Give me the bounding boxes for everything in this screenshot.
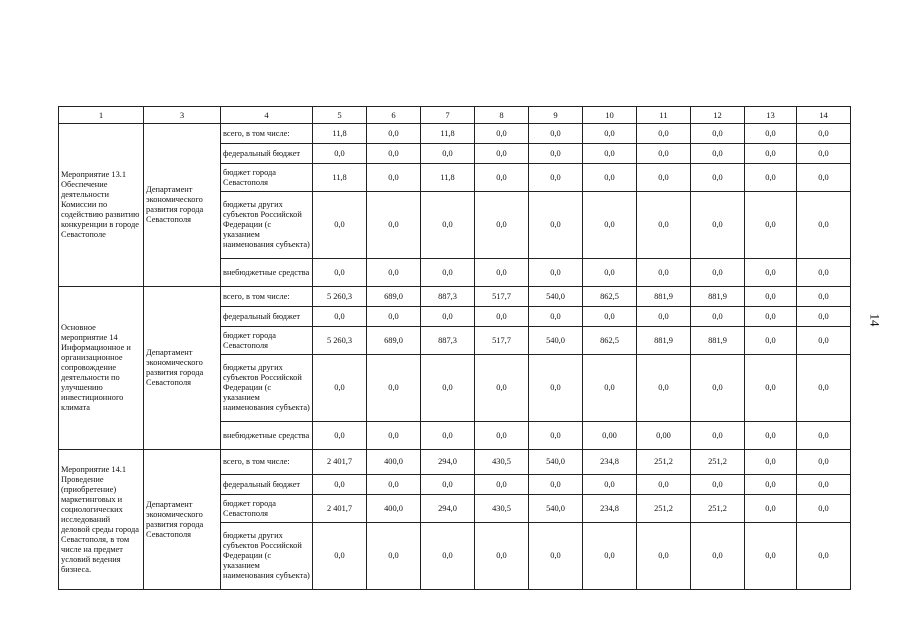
event-name-cell: Мероприятие 13.1 Обеспечение деятельности Комиссии по содействию развитию конкуренции в городе Севастополе	[59, 124, 144, 287]
value-cell: 540,0	[529, 287, 583, 307]
value-cell: 294,0	[421, 450, 475, 475]
value-cell: 689,0	[367, 327, 421, 355]
value-cell: 0,0	[797, 475, 851, 495]
value-cell: 400,0	[367, 450, 421, 475]
value-cell: 0,0	[797, 495, 851, 523]
value-cell: 0,0	[691, 355, 745, 422]
value-cell: 0,0	[691, 422, 745, 450]
value-cell: 0,0	[637, 523, 691, 590]
value-cell: 0,0	[797, 192, 851, 259]
value-cell: 0,0	[367, 523, 421, 590]
value-cell: 0,0	[583, 523, 637, 590]
value-cell: 0,0	[367, 475, 421, 495]
header-cell: 11	[637, 107, 691, 124]
value-cell: 0,0	[529, 192, 583, 259]
value-cell: 0,0	[637, 144, 691, 164]
value-cell: 0,0	[529, 355, 583, 422]
value-cell: 0,0	[529, 475, 583, 495]
value-cell: 517,7	[475, 287, 529, 307]
value-cell: 689,0	[367, 287, 421, 307]
value-cell: 0,0	[529, 164, 583, 192]
value-cell: 0,0	[745, 422, 797, 450]
value-cell: 0,0	[367, 164, 421, 192]
value-cell: 881,9	[691, 287, 745, 307]
department-cell: Департамент экономического развития города Севастополя	[144, 450, 221, 590]
value-cell: 0,0	[745, 192, 797, 259]
value-cell: 0,0	[421, 259, 475, 287]
value-cell: 0,0	[745, 307, 797, 327]
value-cell: 0,0	[745, 495, 797, 523]
value-cell: 0,0	[797, 307, 851, 327]
value-cell: 862,5	[583, 287, 637, 307]
value-cell: 11,8	[313, 124, 367, 144]
value-cell: 0,0	[691, 144, 745, 164]
value-cell: 0,0	[421, 307, 475, 327]
funding-source-cell: бюджет города Севастополя	[221, 164, 313, 192]
value-cell: 0,0	[583, 259, 637, 287]
value-cell: 0,0	[529, 523, 583, 590]
value-cell: 0,0	[583, 192, 637, 259]
value-cell: 862,5	[583, 327, 637, 355]
value-cell: 0,0	[421, 422, 475, 450]
value-cell: 540,0	[529, 495, 583, 523]
value-cell: 0,0	[583, 307, 637, 327]
event-name-cell: Мероприятие 14.1 Проведение (приобретение) маркетинговых и социологических исследований деловой среды города Севастополя, в том числе на предмет условий ведения бизнеса.	[59, 450, 144, 590]
department-cell: Департамент экономического развития города Севастополя	[144, 287, 221, 450]
value-cell: 0,0	[583, 355, 637, 422]
value-cell: 0,00	[583, 422, 637, 450]
value-cell: 0,0	[529, 422, 583, 450]
value-cell: 0,0	[475, 144, 529, 164]
value-cell: 0,0	[529, 124, 583, 144]
value-cell: 887,3	[421, 327, 475, 355]
value-cell: 0,0	[797, 450, 851, 475]
value-cell: 0,0	[475, 164, 529, 192]
value-cell: 0,0	[313, 192, 367, 259]
value-cell: 540,0	[529, 450, 583, 475]
value-cell: 234,8	[583, 450, 637, 475]
value-cell: 0,0	[745, 475, 797, 495]
header-cell: 3	[144, 107, 221, 124]
value-cell: 0,0	[313, 422, 367, 450]
value-cell: 0,0	[313, 523, 367, 590]
header-cell: 1	[59, 107, 144, 124]
value-cell: 0,0	[745, 144, 797, 164]
value-cell: 0,0	[583, 164, 637, 192]
value-cell: 0,0	[637, 475, 691, 495]
value-cell: 0,0	[691, 192, 745, 259]
funding-source-cell: бюджет города Севастополя	[221, 327, 313, 355]
value-cell: 0,0	[691, 523, 745, 590]
table-row	[59, 124, 851, 144]
value-cell: 0,0	[313, 144, 367, 164]
value-cell: 0,0	[691, 164, 745, 192]
value-cell: 0,0	[797, 355, 851, 422]
value-cell: 0,0	[529, 144, 583, 164]
funding-source-cell: федеральный бюджет	[221, 475, 313, 495]
value-cell: 0,0	[367, 422, 421, 450]
value-cell: 881,9	[637, 327, 691, 355]
value-cell: 11,8	[313, 164, 367, 192]
value-cell: 0,0	[583, 475, 637, 495]
event-name-cell: Основное мероприятие 14 Информационное и организационное сопровождение деятельности по улучшению инвестиционного климата	[59, 287, 144, 450]
value-cell: 0,0	[475, 124, 529, 144]
value-cell: 0,0	[745, 327, 797, 355]
header-row	[59, 107, 851, 124]
funding-source-cell: всего, в том числе:	[221, 124, 313, 144]
funding-source-cell: внебюджетные средства	[221, 422, 313, 450]
value-cell: 0,0	[745, 259, 797, 287]
value-cell: 2 401,7	[313, 495, 367, 523]
value-cell: 400,0	[367, 495, 421, 523]
table-row	[59, 450, 851, 475]
value-cell: 0,0	[475, 259, 529, 287]
value-cell: 251,2	[691, 450, 745, 475]
value-cell: 0,0	[637, 124, 691, 144]
value-cell: 0,0	[367, 144, 421, 164]
value-cell: 0,0	[797, 422, 851, 450]
department-cell: Департамент экономического развития города Севастополя	[144, 124, 221, 287]
header-cell: 14	[797, 107, 851, 124]
header-cell: 4	[221, 107, 313, 124]
value-cell: 0,0	[421, 355, 475, 422]
value-cell: 0,0	[529, 307, 583, 327]
value-cell: 0,0	[367, 355, 421, 422]
value-cell: 0,0	[637, 259, 691, 287]
funding-source-cell: всего, в том числе:	[221, 450, 313, 475]
table-row	[59, 287, 851, 307]
value-cell: 0,0	[475, 355, 529, 422]
value-cell: 430,5	[475, 450, 529, 475]
value-cell: 0,0	[745, 287, 797, 307]
value-cell: 881,9	[637, 287, 691, 307]
value-cell: 0,0	[475, 475, 529, 495]
value-cell: 0,0	[745, 523, 797, 590]
value-cell: 0,0	[367, 259, 421, 287]
value-cell: 0,0	[475, 192, 529, 259]
value-cell: 0,0	[313, 355, 367, 422]
funding-source-cell: бюджеты других субъектов Российской Федерации (с указанием наименования субъекта)	[221, 355, 313, 422]
value-cell: 0,0	[745, 355, 797, 422]
funding-source-cell: бюджет города Севастополя	[221, 495, 313, 523]
value-cell: 2 401,7	[313, 450, 367, 475]
value-cell: 0,0	[367, 192, 421, 259]
funding-source-cell: федеральный бюджет	[221, 144, 313, 164]
table-body	[59, 107, 851, 590]
value-cell: 0,0	[691, 124, 745, 144]
budget-table	[58, 106, 851, 590]
funding-source-cell: внебюджетные средства	[221, 259, 313, 287]
value-cell: 0,0	[745, 164, 797, 192]
header-cell: 7	[421, 107, 475, 124]
header-cell: 6	[367, 107, 421, 124]
value-cell: 0,0	[637, 164, 691, 192]
value-cell: 0,0	[797, 144, 851, 164]
value-cell: 0,0	[691, 259, 745, 287]
value-cell: 0,0	[637, 307, 691, 327]
value-cell: 0,0	[421, 523, 475, 590]
header-cell: 12	[691, 107, 745, 124]
header-cell: 10	[583, 107, 637, 124]
value-cell: 0,0	[583, 144, 637, 164]
funding-source-cell: федеральный бюджет	[221, 307, 313, 327]
value-cell: 887,3	[421, 287, 475, 307]
value-cell: 11,8	[421, 124, 475, 144]
value-cell: 294,0	[421, 495, 475, 523]
value-cell: 0,0	[583, 124, 637, 144]
header-cell: 13	[745, 107, 797, 124]
value-cell: 0,0	[367, 307, 421, 327]
value-cell: 517,7	[475, 327, 529, 355]
value-cell: 0,00	[637, 422, 691, 450]
value-cell: 251,2	[691, 495, 745, 523]
value-cell: 0,0	[475, 523, 529, 590]
value-cell: 0,0	[637, 355, 691, 422]
value-cell: 540,0	[529, 327, 583, 355]
header-cell: 9	[529, 107, 583, 124]
header-cell: 5	[313, 107, 367, 124]
value-cell: 0,0	[475, 422, 529, 450]
value-cell: 0,0	[797, 523, 851, 590]
value-cell: 0,0	[475, 307, 529, 327]
value-cell: 251,2	[637, 450, 691, 475]
value-cell: 0,0	[797, 287, 851, 307]
value-cell: 0,0	[637, 192, 691, 259]
page-number: 14	[867, 313, 883, 327]
value-cell: 430,5	[475, 495, 529, 523]
value-cell: 881,9	[691, 327, 745, 355]
value-cell: 0,0	[313, 259, 367, 287]
header-cell: 8	[475, 107, 529, 124]
value-cell: 0,0	[529, 259, 583, 287]
value-cell: 234,8	[583, 495, 637, 523]
value-cell: 0,0	[797, 327, 851, 355]
value-cell: 0,0	[797, 124, 851, 144]
value-cell: 11,8	[421, 164, 475, 192]
value-cell: 0,0	[421, 192, 475, 259]
funding-source-cell: бюджеты других субъектов Российской Федерации (с указанием наименования субъекта)	[221, 192, 313, 259]
value-cell: 0,0	[421, 144, 475, 164]
funding-source-cell: всего, в том числе:	[221, 287, 313, 307]
value-cell: 0,0	[367, 124, 421, 144]
funding-source-cell: бюджеты других субъектов Российской Федерации (с указанием наименования субъекта)	[221, 523, 313, 590]
value-cell: 0,0	[797, 259, 851, 287]
value-cell: 0,0	[313, 307, 367, 327]
value-cell: 0,0	[691, 475, 745, 495]
value-cell: 5 260,3	[313, 327, 367, 355]
value-cell: 5 260,3	[313, 287, 367, 307]
value-cell: 0,0	[421, 475, 475, 495]
value-cell: 0,0	[797, 164, 851, 192]
value-cell: 0,0	[745, 450, 797, 475]
value-cell: 0,0	[313, 475, 367, 495]
value-cell: 0,0	[745, 124, 797, 144]
value-cell: 251,2	[637, 495, 691, 523]
value-cell: 0,0	[691, 307, 745, 327]
